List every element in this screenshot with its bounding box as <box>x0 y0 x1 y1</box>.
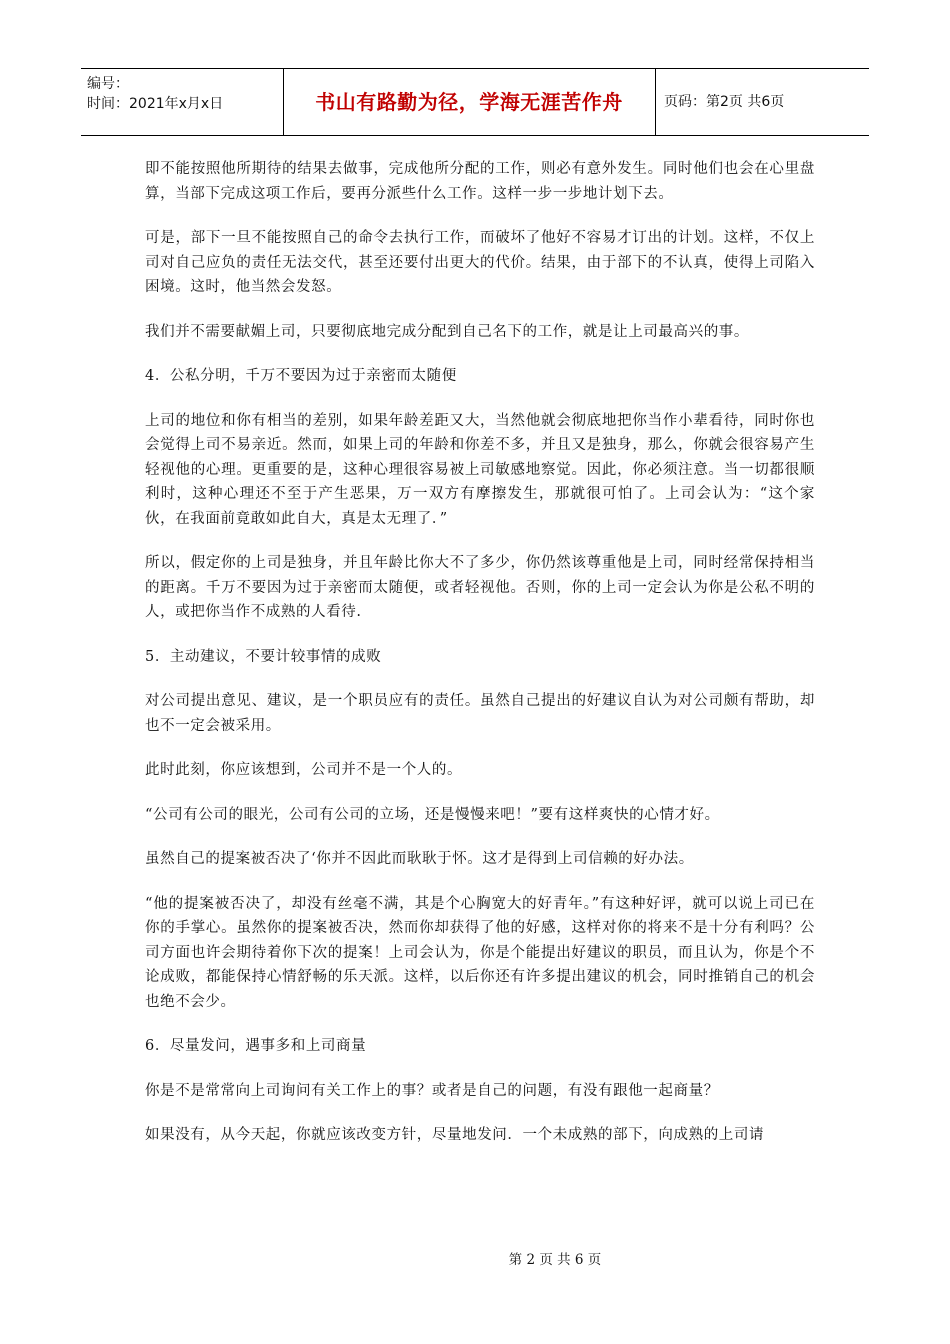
paragraph: 即不能按照他所期待的结果去做事，完成他所分配的工作，则必有意外发生。同时他们也会在心里盘算，当部下完成这项工作后，要再分派些什么工作。这样一步一步地计划下去。 <box>145 161 815 202</box>
paragraph: “公司有公司的眼光，公司有公司的立场，还是慢慢来吧！”要有这样爽快的心情才好。 <box>145 806 720 823</box>
document-number-label: 编号： <box>87 76 129 92</box>
header-divider-right <box>655 69 656 135</box>
paragraph: 我们并不需要献媚上司，只要彻底地完成分配到自己名下的工作，就是让上司最高兴的事。 <box>145 323 749 340</box>
paragraph: 对公司提出意见、建议，是一个职员应有的责任。虽然自己提出的好建议自认为对公司颇有帮助，却也不一定会被采用。 <box>145 693 815 734</box>
section-heading: 4．公私分明，千万不要因为过于亲密而太随便 <box>145 368 457 384</box>
document-date-label: 时间：2021年x月x日 <box>87 96 224 112</box>
page-header <box>81 68 869 136</box>
section-heading: 6．尽量发问，遇事多和上司商量 <box>145 1038 367 1054</box>
header-page-label: 页码：第2页 共6页 <box>664 94 785 110</box>
paragraph: “他的提案被否决了，却没有丝毫不满，其是个心胸宽大的好青年。”有这种好评，就可以说上司已在你的手掌心。虽然你的提案被否决，然而你却获得了他的好感，这样对你的将来不是十分有利吗？公司方面也许会期待着你下次的提案！上司会认为，你是个能提出好建议的职员，而且认为，你是个不论成败，都能保持心情舒畅的乐天派。这样，以后你还有许多提出建议的机会，同时推销自己的机会也绝不会少。 <box>145 895 815 1010</box>
paragraph: 所以，假定你的上司是独身，并且年龄比你大不了多少，你仍然该尊重他是上司，同时经常保持相当的距离。千万不要因为过于亲密而太随便，或者轻视他。否则，你的上司一定会认为你是公私不明的人，或把你当作不成熟的人看待. <box>145 555 815 620</box>
paragraph: 你是不是常常向上司询问有关工作上的事？或者是自己的问题，有没有跟他一起商量？ <box>145 1082 719 1099</box>
paragraph: 此时此刻，你应该想到，公司并不是一个人的。 <box>145 762 463 778</box>
paragraph: 上司的地位和你有相当的差别，如果年龄差距又大，当然他就会彻底地把你当作小辈看待，同时你也会觉得上司不易亲近。然而，如果上司的年龄和你差不多，并且又是独身，那么，你就会很容易产生轻视他的心理。更重要的是，这种心理很容易被上司敏感地察觉。因此，你必须注意。当一切都很顺利时，这种心理还不至于产生恶果，万一双方有摩擦发生，那就很可怕了。上司会认为：“这个家伙，在我面前竟敢如此自大，真是太无理了．” <box>145 412 815 527</box>
paragraph: 如果没有，从今天起，你就应该改变方针，尽量地发问．一个未成熟的部下，向成熟的上司请 <box>145 1127 765 1143</box>
paragraph: 虽然自己的提案被否决了‘你并不因此而耿耿于怀。这才是得到上司信赖的好办法。 <box>145 851 694 867</box>
header-meta <box>87 74 282 114</box>
header-motto: 书山有路勤为径，学海无涯苦作舟 <box>315 90 623 114</box>
page-footer: 第 2 页 共 6 页 <box>508 1252 602 1268</box>
section-heading: 5．主动建议，不要计较事情的成败 <box>145 648 382 665</box>
document-body <box>145 157 815 1168</box>
paragraph: 可是，部下一旦不能按照自己的命令去执行工作，而破坏了他好不容易才订出的计划。这样，不仅上司对自己应负的责任无法交代，甚至还要付出更大的代价。结果，由于部下的不认真，使得上司陷入困境。这时，他当然会发怒。 <box>145 230 815 295</box>
